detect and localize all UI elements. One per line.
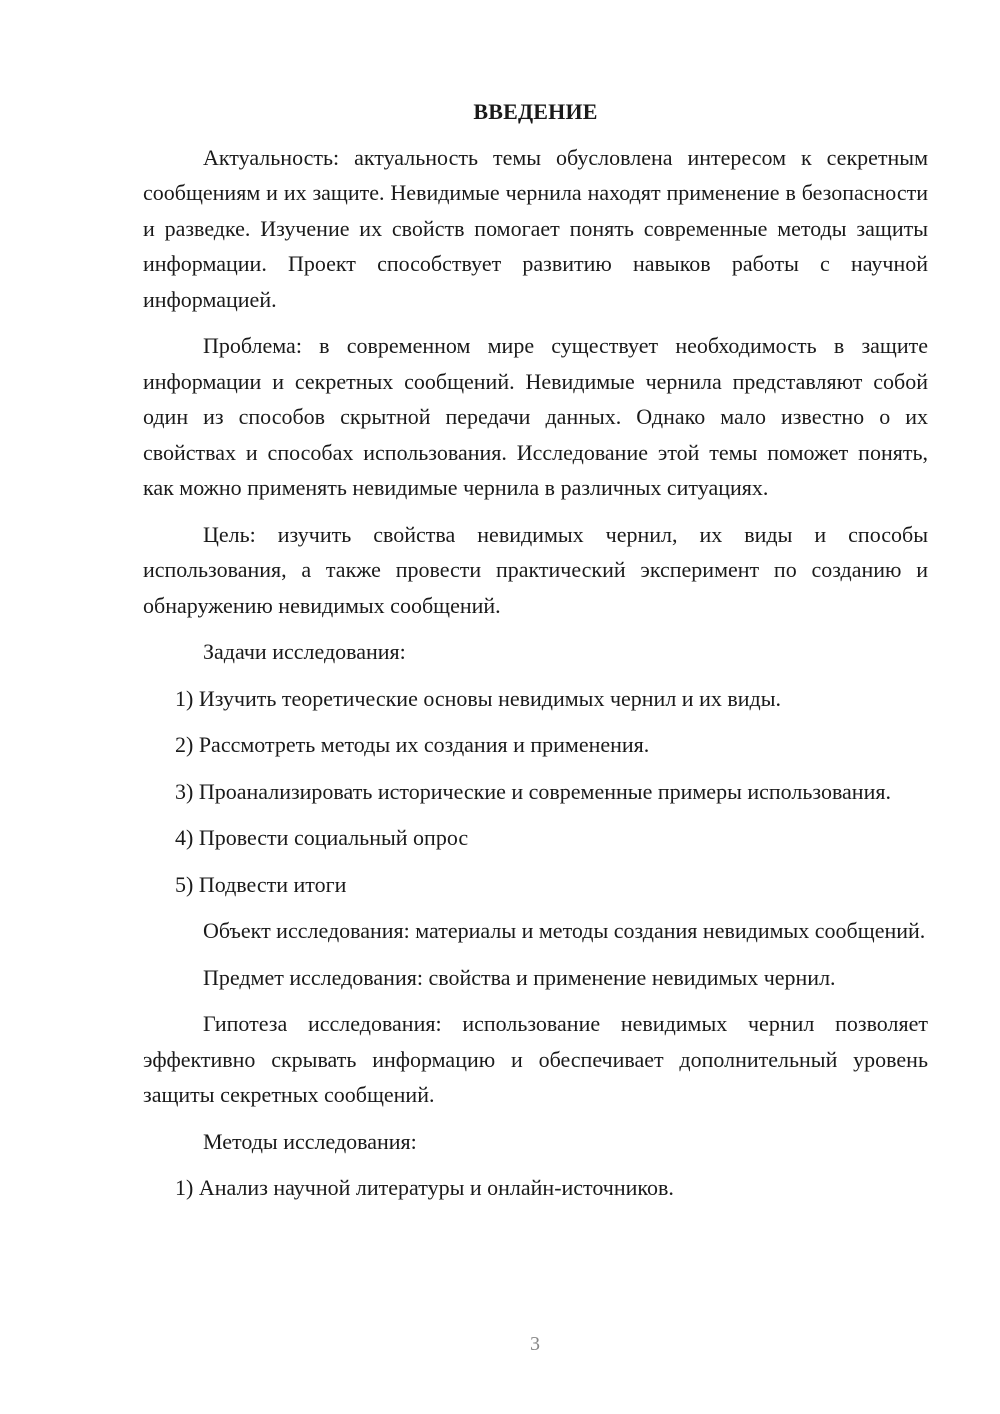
hypothesis-paragraph: Гипотеза исследования: использование невидимых чернил позволяет эффективно скрывать информацию и обеспечивает дополнительный уровень защиты секретных сообщений. xyxy=(143,1011,928,1107)
task-item-3: 3) Проанализировать исторические и современные примеры использования. xyxy=(175,778,891,804)
problem-paragraph: Проблема: в современном мире существует необходимость в защите информации и секретных сообщений. Невидимые чернила представляют собой один из способов скрытной передачи данных. Однако мало известно о их свойствах и способах использования. Исследование этой темы поможет понять, как можно применять невидимые чернила в различных ситуациях. xyxy=(143,333,928,500)
tasks-heading: Задачи исследования: xyxy=(203,639,406,664)
relevance-paragraph: Актуальность: актуальность темы обусловлена интересом к секретным сообщениям и их защите. Невидимые чернила находят применение в безопасности и разведке. Изучение их свойств помогает понять современные методы защиты информации. Проект способствует развитию навыков работы с научной информацией. xyxy=(143,144,928,312)
method-item-1: 1) Анализ научной литературы и онлайн-источников. xyxy=(175,1175,674,1200)
methods-heading: Методы исследования: xyxy=(203,1128,417,1154)
subject-paragraph: Предмет исследования: свойства и применение невидимых чернил. xyxy=(203,964,836,990)
task-item-4: 4) Провести социальный опрос xyxy=(175,825,469,850)
object-paragraph: Объект исследования: материалы и методы создания невидимых сообщений. xyxy=(203,918,926,943)
page-number: 3 xyxy=(530,1333,540,1355)
page-content xyxy=(143,94,928,1217)
page-title: ВВЕДЕНИЕ xyxy=(473,99,598,124)
task-item-1: 1) Изучить теоретические основы невидимых чернил и их виды. xyxy=(175,685,781,711)
task-item-5: 5) Подвести итоги xyxy=(175,871,347,897)
task-item-2: 2) Рассмотреть методы их создания и применения. xyxy=(175,732,650,757)
goal-paragraph: Цель: изучить свойства невидимых чернил, их виды и способы использования, а также провести практический эксперимент по созданию и обнаружению невидимых сообщений. xyxy=(143,521,928,618)
